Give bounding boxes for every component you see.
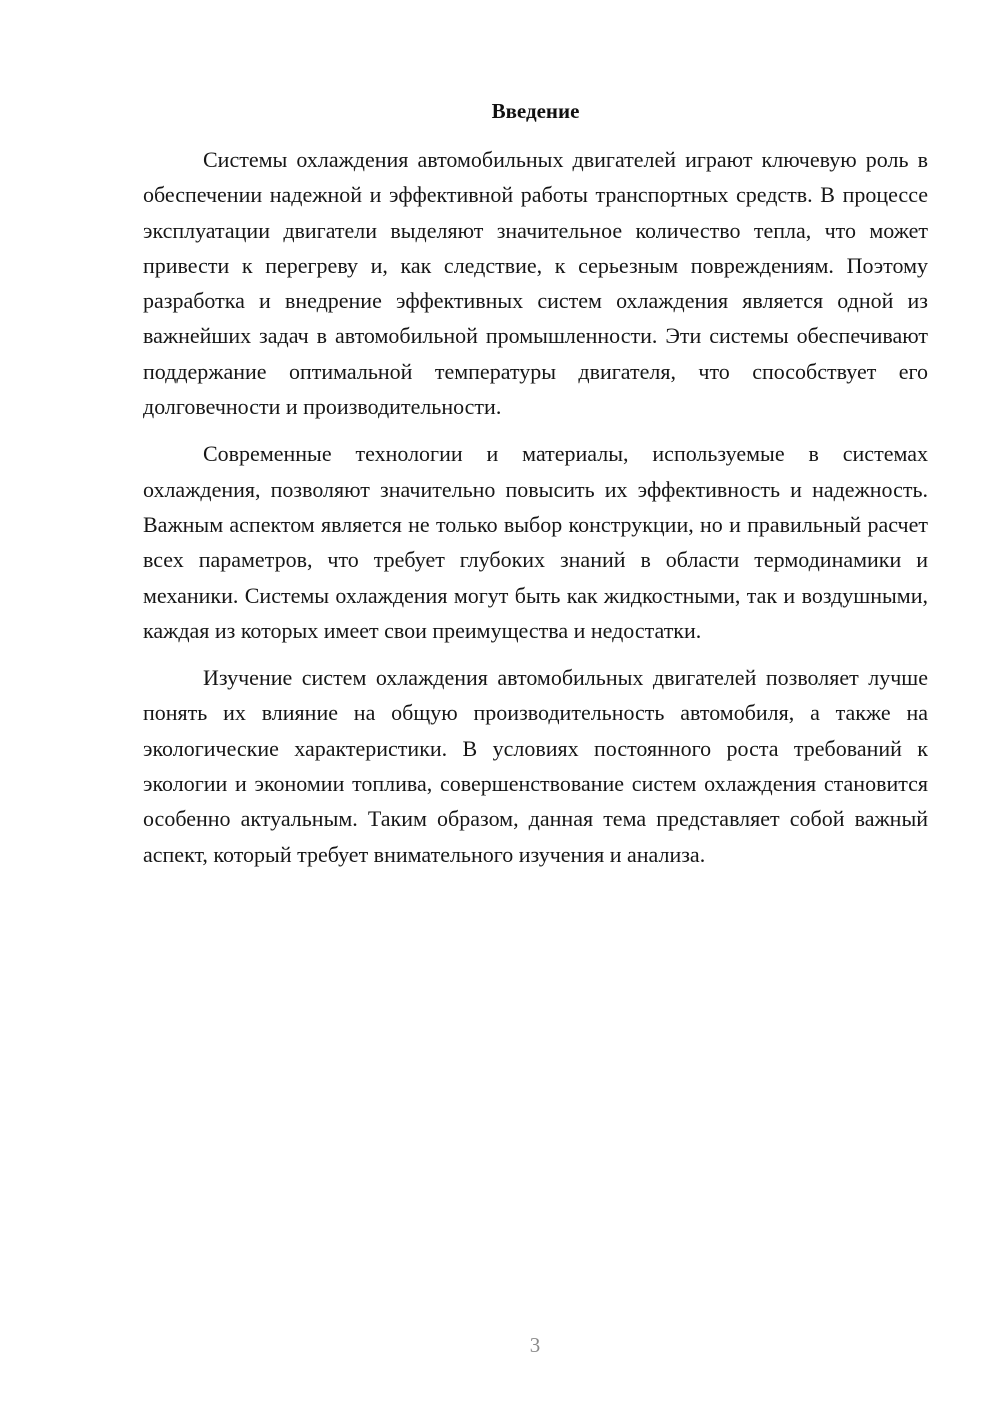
document-body [143,142,928,884]
paragraph-1: Системы охлаждения автомобильных двигателей играют ключевую роль в обеспечении надежной и эффективной работы транспортных средств. В процессе эксплуатации двигатели выделяют значительное количество тепла, что может привести к перегреву и, как следствие, к серьезным повреждениям. Поэтому разработка и внедрение эффективных систем охлаждения является одной из важнейших задач в автомобильной промышленности. Эти системы обеспечивают поддержание оптимальной температуры двигателя, что способствует его долговечности и производительности. [143,147,928,420]
paragraph-3: Изучение систем охлаждения автомобильных двигателей позволяет лучше понять их влияние на общую производительность автомобиля, а также на экологические характеристики. В условиях постоянного роста требований к экологии и экономии топлива, совершенствование систем охлаждения становится особенно актуальным. Таким образом, данная тема представляет собой важный аспект, который требует внимательного изучения и анализа. [143,665,928,867]
page-title: Введение [491,99,580,123]
page-number: 3 [529,1333,541,1357]
paragraph-2: Современные технологии и материалы, используемые в системах охлаждения, позволяют значительно повысить их эффективность и надежность. Важным аспектом является не только выбор конструкции, но и правильный расчет всех параметров, что требует глубоких знаний в области термодинамики и механики. Системы охлаждения могут быть как жидкостными, так и воздушными, каждая из которых имеет свои преимущества и недостатки. [143,441,928,643]
